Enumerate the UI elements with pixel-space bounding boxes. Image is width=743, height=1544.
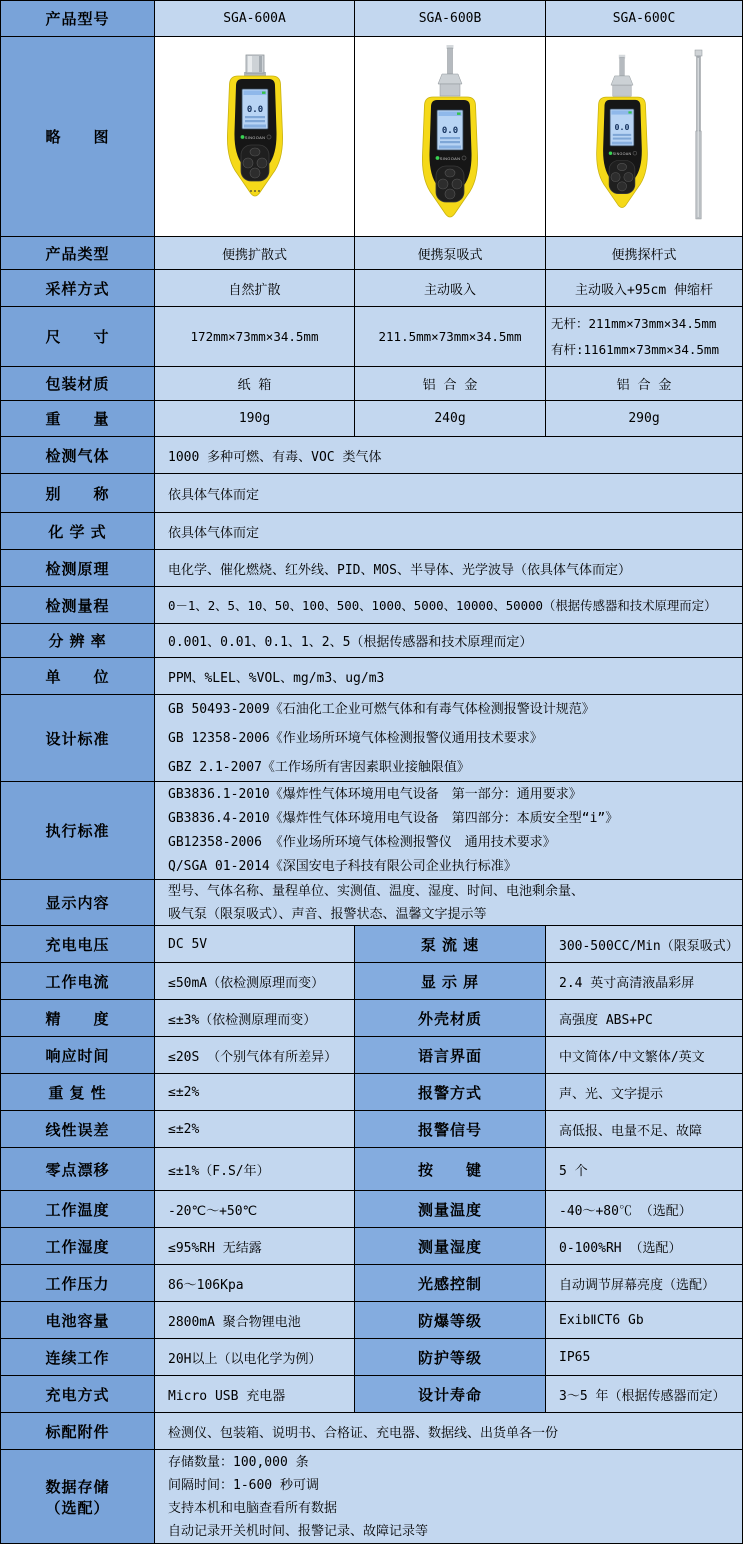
row-value: 5 个 xyxy=(546,1148,742,1190)
display-content-line: 型号、气体名称、量程单位、实测值、温度、湿度、时间、电池剩余量、 xyxy=(168,883,585,899)
cell-type-b: 便携泵吸式 xyxy=(355,237,546,269)
cell-packing-c: 铝 合 金 xyxy=(546,367,742,400)
design-standard-line: GBZ 2.1-2007《工作场所有害因素职业接触限值》 xyxy=(168,759,470,775)
exec-standard-line: Q/SGA 01-2014《深国安电子科技有限公司企业执行标准》 xyxy=(168,858,517,874)
cell-weight-c: 290g xyxy=(546,401,742,436)
row-units xyxy=(1,658,742,695)
cell-size-a: 172mm×73mm×34.5mm xyxy=(155,307,355,366)
cell-sampling-b: 主动吸入 xyxy=(355,270,546,306)
row-label: 外壳材质 xyxy=(355,1000,546,1036)
row-working-temp-measure-temp xyxy=(1,1191,742,1228)
row-working-humidity-measure-humidity xyxy=(1,1228,742,1265)
data-storage-label-line1: 数据存储 xyxy=(45,1478,110,1496)
row-battery-capacity-explosion-rating xyxy=(1,1302,742,1339)
row-value: -40～+80℃ （选配） xyxy=(546,1191,742,1227)
data-storage-line: 支持本机和电脑查看所有数据 xyxy=(168,1500,338,1516)
cell-packing-b: 铝 合 金 xyxy=(355,367,546,400)
row-label: 泵 流 速 xyxy=(355,926,546,962)
row-value: 86～106Kpa xyxy=(155,1265,355,1301)
sketch-label: 略 图 xyxy=(1,37,155,236)
row-value: ≤±2% xyxy=(155,1111,355,1147)
gas-detector-illustration-c xyxy=(569,46,719,228)
row-value: 20H以上（以电化学为例） xyxy=(155,1339,355,1375)
row-label: 单 位 xyxy=(1,658,155,694)
row-label: 防护等级 xyxy=(355,1339,546,1375)
device-screen-reading: 0.0 xyxy=(246,104,263,115)
row-dimensions xyxy=(1,307,742,367)
data-storage-line: 自动记录开关机时间、报警记录、故障记录等 xyxy=(168,1523,429,1539)
row-label: 响应时间 xyxy=(1,1037,155,1073)
size-c-without-rod: 无杆：211mm×73mm×34.5mm xyxy=(551,315,717,331)
design-standard-line: GB 50493-2009《石油化工企业可燃气体和有毒气体检测报警设计规范》 xyxy=(168,701,595,717)
row-value: 自动调节屏幕亮度（选配） xyxy=(546,1265,742,1301)
row-value: 300-500CC/Min（限泵吸式） xyxy=(546,926,742,962)
data-storage-line: 存储数量：100,000 条 xyxy=(168,1454,309,1470)
row-label: 分 辨 率 xyxy=(1,624,155,657)
data-storage-label-line2: （选配） xyxy=(45,1499,110,1517)
gas-detector-illustration-a xyxy=(205,47,305,227)
cell-sampling-a: 自然扩散 xyxy=(155,270,355,306)
header-model-a: SGA-600A xyxy=(155,1,355,36)
cell-type-c: 便携探杆式 xyxy=(546,237,742,269)
row-value: ≤±3%（依检测原理而变） xyxy=(155,1000,355,1036)
device-brand-text: SINGOAN xyxy=(244,134,265,140)
telescopic-probe-rod xyxy=(695,50,702,219)
row-label: 检测原理 xyxy=(1,550,155,586)
exec-standard-line: GB12358-2006 《作业场所环境气体检测报警仪 通用技术要求》 xyxy=(168,834,556,850)
row-label: 电池容量 xyxy=(1,1302,155,1338)
sketch-row xyxy=(1,37,742,237)
row-label: 报警信号 xyxy=(355,1111,546,1147)
row-label: 化 学 式 xyxy=(1,513,155,549)
row-value: 电化学、催化燃烧、红外线、PID、MOS、半导体、光学波导（依具体气体而定） xyxy=(155,550,742,586)
row-label: 工作温度 xyxy=(1,1191,155,1227)
row-alias xyxy=(1,474,742,513)
row-label xyxy=(1,1450,155,1543)
row-design-standards xyxy=(1,695,742,782)
row-data-storage xyxy=(1,1450,742,1543)
row-value: ≤±1%（F.S/年） xyxy=(155,1148,355,1190)
display-content-line: 吸气泵（限泵吸式）、声音、报警状态、温馨文字提示等 xyxy=(168,906,487,922)
row-standard-accessories xyxy=(1,1413,742,1450)
row-working-current-display xyxy=(1,963,742,1000)
row-value: 1000 多种可燃、有毒、VOC 类气体 xyxy=(155,437,742,473)
product-photo-sga-600a xyxy=(155,37,355,236)
row-value: 2.4 英寸高清液晶彩屏 xyxy=(546,963,742,999)
row-label: 工作压力 xyxy=(1,1265,155,1301)
row-continuous-work-protection-rating xyxy=(1,1339,742,1376)
exec-standard-line: GB3836.4-2010《爆炸性气体环境用电气设备 第四部分：本质安全型“i”》 xyxy=(168,810,619,826)
row-label: 按 键 xyxy=(355,1148,546,1190)
row-label: 精 度 xyxy=(1,1000,155,1036)
row-zero-drift-buttons xyxy=(1,1148,742,1191)
row-detected-gases xyxy=(1,437,742,474)
cell-size-c xyxy=(546,307,742,366)
row-resolution xyxy=(1,624,742,658)
row-value: 3～5 年（根据传感器而定） xyxy=(546,1376,742,1412)
row-label: 测量湿度 xyxy=(355,1228,546,1264)
row-value: 0-100%RH （选配） xyxy=(546,1228,742,1264)
row-label: 连续工作 xyxy=(1,1339,155,1375)
row-label: 标配附件 xyxy=(1,1413,155,1449)
row-label: 采样方式 xyxy=(1,270,155,306)
row-value: 中文简体/中文繁体/英文 xyxy=(546,1037,742,1073)
row-value: ≤95%RH 无结露 xyxy=(155,1228,355,1264)
row-display-content xyxy=(1,880,742,926)
svg-text:SINGOAN: SINGOAN xyxy=(439,155,461,161)
row-repeatability-alarm-mode xyxy=(1,1074,742,1111)
row-label: 充电电压 xyxy=(1,926,155,962)
row-value: ≤50mA（依检测原理而变） xyxy=(155,963,355,999)
row-label: 别 称 xyxy=(1,474,155,512)
row-product-type xyxy=(1,237,742,270)
row-label: 工作电流 xyxy=(1,963,155,999)
cell-sampling-c: 主动吸入+95cm 伸缩杆 xyxy=(546,270,742,306)
row-value xyxy=(155,782,742,879)
cell-packing-a: 纸 箱 xyxy=(155,367,355,400)
row-value: DC 5V xyxy=(155,926,355,962)
header-label: 产品型号 xyxy=(1,1,155,36)
cell-type-a: 便携扩散式 xyxy=(155,237,355,269)
row-execution-standards xyxy=(1,782,742,880)
row-label: 光感控制 xyxy=(355,1265,546,1301)
row-value: ExibⅡCT6 Gb xyxy=(546,1302,742,1338)
row-value: 2800mA 聚合物锂电池 xyxy=(155,1302,355,1338)
header-model-c: SGA-600C xyxy=(546,1,742,36)
row-label: 充电方式 xyxy=(1,1376,155,1412)
row-charging-method-design-life xyxy=(1,1376,742,1413)
row-chemical-formula xyxy=(1,513,742,550)
exec-standard-line: GB3836.1-2010《爆炸性气体环境用电气设备 第一部分：通用要求》 xyxy=(168,786,582,802)
svg-text:SINGOAN: SINGOAN xyxy=(612,151,632,156)
row-value: PPM、%LEL、%VOL、mg/m3、ug/m3 xyxy=(155,658,742,694)
row-detection-range xyxy=(1,587,742,624)
row-label: 测量温度 xyxy=(355,1191,546,1227)
row-label: 线性误差 xyxy=(1,1111,155,1147)
cell-weight-a: 190g xyxy=(155,401,355,436)
row-value: 依具体气体而定 xyxy=(155,513,742,549)
row-value: 0－1、2、5、10、50、100、500、1000、5000、10000、50000（根据传感器和技术原理而定） xyxy=(155,587,742,623)
row-label: 执行标准 xyxy=(1,782,155,879)
row-label: 显示内容 xyxy=(1,880,155,925)
row-label: 重 复 性 xyxy=(1,1074,155,1110)
row-label: 零点漂移 xyxy=(1,1148,155,1190)
row-label: 语言界面 xyxy=(355,1037,546,1073)
row-weight xyxy=(1,401,742,437)
row-value: 声、光、文字提示 xyxy=(546,1074,742,1110)
row-label: 包装材质 xyxy=(1,367,155,400)
product-photo-sga-600c xyxy=(546,37,742,236)
row-label: 报警方式 xyxy=(355,1074,546,1110)
header-model-b: SGA-600B xyxy=(355,1,546,36)
row-label: 尺 寸 xyxy=(1,307,155,366)
row-label: 重 量 xyxy=(1,401,155,436)
row-value: ≤±2% xyxy=(155,1074,355,1110)
row-linearity-alarm-signal xyxy=(1,1111,742,1148)
row-packing-material xyxy=(1,367,742,401)
row-value: Micro USB 充电器 xyxy=(155,1376,355,1412)
row-value xyxy=(155,880,742,925)
design-standard-line: GB 12358-2006《作业场所环境气体检测报警仪通用技术要求》 xyxy=(168,730,543,746)
row-value: 检测仪、包装箱、说明书、合格证、充电器、数据线、出货单各一份 xyxy=(155,1413,742,1449)
cell-size-b: 211.5mm×73mm×34.5mm xyxy=(355,307,546,366)
row-label: 设计寿命 xyxy=(355,1376,546,1412)
data-storage-line: 间隔时间：1-600 秒可调 xyxy=(168,1477,319,1493)
svg-text:0.0: 0.0 xyxy=(614,121,630,132)
row-value: 高强度 ABS+PC xyxy=(546,1000,742,1036)
row-label: 检测气体 xyxy=(1,437,155,473)
cell-weight-b: 240g xyxy=(355,401,546,436)
row-value: 依具体气体而定 xyxy=(155,474,742,512)
row-detection-principle xyxy=(1,550,742,587)
row-sampling-method xyxy=(1,270,742,307)
row-value: -20℃～+50℃ xyxy=(155,1191,355,1227)
size-c-with-rod: 有杆:1161mm×73mm×34.5mm xyxy=(551,341,719,357)
row-response-time-language xyxy=(1,1037,742,1074)
row-working-pressure-light-control xyxy=(1,1265,742,1302)
row-value: 高低报、电量不足、故障 xyxy=(546,1111,742,1147)
row-value: 0.001、0.01、0.1、1、2、5（根据传感器和技术原理而定） xyxy=(155,624,742,657)
row-value: IP65 xyxy=(546,1339,742,1375)
row-value: ≤20S （个别气体有所差异） xyxy=(155,1037,355,1073)
row-label: 设计标准 xyxy=(1,695,155,781)
row-label: 产品类型 xyxy=(1,237,155,269)
row-charging-voltage-pump-flow xyxy=(1,926,742,963)
gas-detector-illustration-b xyxy=(400,42,500,232)
row-label: 工作湿度 xyxy=(1,1228,155,1264)
row-label: 防爆等级 xyxy=(355,1302,546,1338)
svg-text:0.0: 0.0 xyxy=(441,125,459,136)
row-accuracy-shell-material xyxy=(1,1000,742,1037)
header-row xyxy=(1,1,742,37)
row-label: 检测量程 xyxy=(1,587,155,623)
row-label: 显 示 屏 xyxy=(355,963,546,999)
product-photo-sga-600b xyxy=(355,37,546,236)
row-value xyxy=(155,1450,742,1543)
row-value xyxy=(155,695,742,781)
